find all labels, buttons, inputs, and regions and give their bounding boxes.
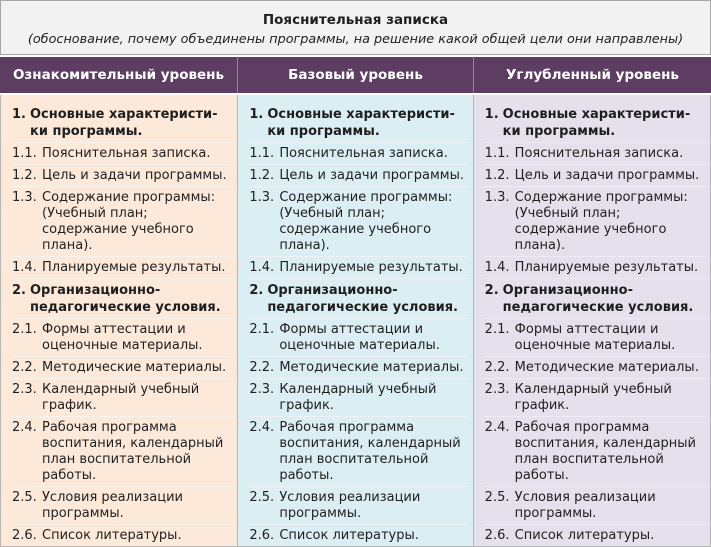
item-number: 1.1. xyxy=(12,145,37,161)
item-text: Методические материалы. xyxy=(279,359,464,375)
item-number: 1.2. xyxy=(484,167,510,183)
item-text: Календарный учебный график. xyxy=(42,381,200,413)
section-list-item xyxy=(485,143,706,165)
section-list-item xyxy=(249,357,468,379)
section-list-item xyxy=(12,319,233,357)
section-list-item xyxy=(485,257,706,279)
section-heading-item xyxy=(485,103,706,143)
section-list-item xyxy=(249,165,468,187)
item-text: Условия реализации программы. xyxy=(514,489,656,521)
item-text: Цель и задачи программы. xyxy=(42,167,227,183)
item-number: 1.4. xyxy=(484,259,510,275)
item-text: Пояснительная записка. xyxy=(279,145,448,161)
item-number: 1.3. xyxy=(484,189,510,205)
item-number: 2.2. xyxy=(249,359,275,375)
item-text: Цель и задачи программы. xyxy=(279,167,464,183)
header-basic-level: Базовый уровень xyxy=(237,57,473,93)
item-number: 2.2. xyxy=(12,359,37,375)
item-number: 2.6. xyxy=(12,527,37,543)
item-text: Основные характеристи- ки программы. xyxy=(502,106,691,139)
item-text: Формы аттестации и оценочные материалы. xyxy=(279,321,440,353)
section-list-item xyxy=(12,165,233,187)
item-number: 1.4. xyxy=(12,259,37,275)
item-number: 2.4. xyxy=(12,419,37,435)
section-list-item xyxy=(12,187,233,257)
item-text: Содержание программы: (Учебный план; содержание учебного плана). xyxy=(279,189,453,253)
item-text: Условия реализации программы. xyxy=(42,489,183,521)
item-text: Организационно- педагогические условия. xyxy=(502,282,694,315)
section-heading-item xyxy=(12,279,233,319)
item-number: 2.2. xyxy=(484,359,510,375)
section-list-item xyxy=(485,319,706,357)
item-text: Календарный учебный график. xyxy=(279,381,437,413)
item-text: Организационно- педагогические условия. xyxy=(267,282,458,315)
item-text: Содержание программы: (Учебный план; содержание учебного плана). xyxy=(42,189,216,253)
level-header-row xyxy=(0,57,711,93)
item-text: Цель и задачи программы. xyxy=(514,167,700,183)
item-number: 2. xyxy=(12,282,26,298)
item-number: 1.1. xyxy=(249,145,275,161)
item-text: Методические материалы. xyxy=(514,359,699,375)
item-number: 1. xyxy=(249,106,264,122)
item-number: 2.1. xyxy=(12,321,37,337)
item-number: 1. xyxy=(484,106,499,122)
item-number: 1.3. xyxy=(249,189,275,205)
section-heading-item xyxy=(249,279,468,319)
section-list-item xyxy=(485,417,706,487)
section-list-item xyxy=(485,525,706,546)
item-text: Рабочая программа воспитания, календарный план воспитательной работы. xyxy=(42,419,224,483)
item-text: Список литературы. xyxy=(279,527,419,543)
section-list-item xyxy=(249,187,468,257)
section-list-item xyxy=(12,379,233,417)
column-advanced-level xyxy=(473,95,710,546)
section-list-item xyxy=(249,417,468,487)
item-number: 1.1. xyxy=(484,145,510,161)
item-text: Методические материалы. xyxy=(42,359,227,375)
item-text: Рабочая программа воспитания, календарный план воспитательной работы. xyxy=(514,419,696,483)
section-list-item xyxy=(12,525,233,546)
item-number: 2.5. xyxy=(249,489,275,505)
header-advanced-level: Углубленный уровень xyxy=(473,57,711,93)
header-introductory-level: Ознакомительный уровень xyxy=(12,67,225,83)
item-number: 2.4. xyxy=(484,419,510,435)
section-list-item xyxy=(249,525,468,546)
item-number: 2.6. xyxy=(484,527,510,543)
item-text: Планируемые результаты. xyxy=(42,259,226,275)
item-text: Список литературы. xyxy=(514,527,655,543)
section-heading-item xyxy=(12,103,233,143)
item-number: 1.2. xyxy=(12,167,37,183)
section-heading-item xyxy=(485,279,706,319)
item-number: 2.5. xyxy=(12,489,37,505)
item-number: 2.1. xyxy=(484,321,510,337)
item-text: Формы аттестации и оценочные материалы. xyxy=(42,321,203,353)
column-basic-level xyxy=(237,95,472,546)
item-number: 1.4. xyxy=(249,259,275,275)
item-number: 1.2. xyxy=(249,167,275,183)
note-title: Пояснительная записка xyxy=(262,12,449,28)
item-text: Формы аттестации и оценочные материалы. xyxy=(514,321,676,353)
item-text: Основные характеристи- ки программы. xyxy=(267,106,455,139)
item-number: 2.6. xyxy=(249,527,275,543)
item-number: 1.3. xyxy=(12,189,37,205)
section-list-item xyxy=(249,319,468,357)
item-number: 2.3. xyxy=(484,381,510,397)
item-number: 2.3. xyxy=(249,381,275,397)
section-list-item xyxy=(485,187,706,257)
note-subtitle: (обоснование, почему объединены программы, на решение какой общей цели они направлены) xyxy=(27,32,684,47)
section-list-item xyxy=(485,379,706,417)
section-list-item xyxy=(249,487,468,525)
item-text: Основные характеристи- ки программы. xyxy=(30,106,218,139)
section-list-item xyxy=(12,417,233,487)
item-text: Календарный учебный график. xyxy=(514,381,672,413)
item-text: Условия реализации программы. xyxy=(279,489,421,521)
column-introductory-level xyxy=(1,95,237,546)
item-text: Планируемые результаты. xyxy=(279,259,463,275)
item-number: 2.3. xyxy=(12,381,37,397)
section-list-item xyxy=(485,165,706,187)
section-list-item xyxy=(12,257,233,279)
item-number: 2. xyxy=(484,282,499,298)
item-text: Пояснительная записка. xyxy=(42,145,211,161)
item-number: 2.1. xyxy=(249,321,275,337)
section-list-item xyxy=(485,487,706,525)
level-content-row xyxy=(0,95,711,547)
item-number: 2. xyxy=(249,282,264,298)
item-number: 2.4. xyxy=(249,419,275,435)
section-list-item xyxy=(12,487,233,525)
item-number: 1. xyxy=(12,106,26,122)
item-text: Планируемые результаты. xyxy=(514,259,699,275)
item-text: Организационно- педагогические условия. xyxy=(30,282,221,315)
section-list-item xyxy=(12,143,233,165)
section-list-item xyxy=(12,357,233,379)
item-number: 2.5. xyxy=(484,489,510,505)
item-text: Список литературы. xyxy=(42,527,182,543)
section-heading-item xyxy=(249,103,468,143)
section-list-item xyxy=(249,257,468,279)
explanatory-note-box xyxy=(0,0,711,55)
section-list-item xyxy=(485,357,706,379)
item-text: Пояснительная записка. xyxy=(514,145,684,161)
section-list-item xyxy=(249,143,468,165)
item-text: Рабочая программа воспитания, календарный план воспитательной работы. xyxy=(279,419,461,483)
item-text: Содержание программы: (Учебный план; содержание учебного плана). xyxy=(514,189,688,253)
section-list-item xyxy=(249,379,468,417)
